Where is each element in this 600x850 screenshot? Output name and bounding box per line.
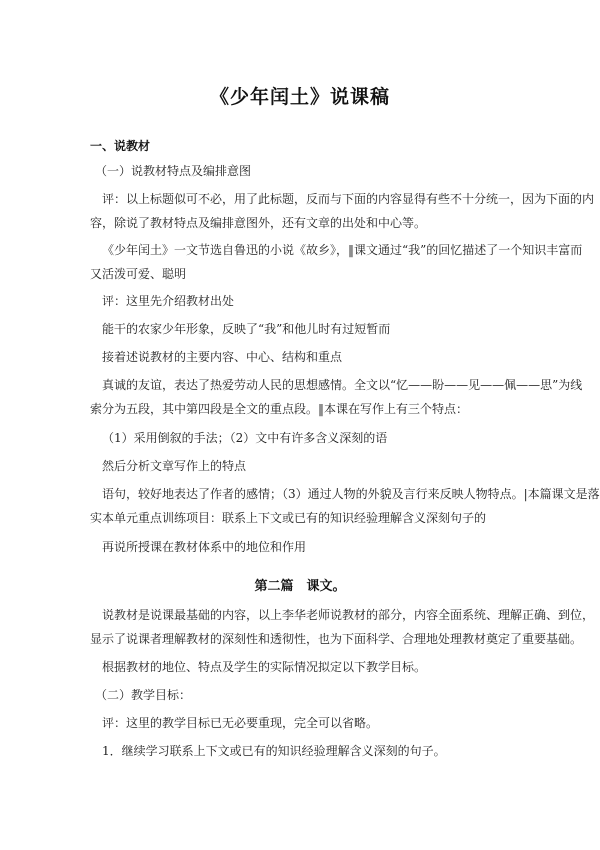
paragraph-line: 能干的农家少年形象，反映了“我”和他儿时有过短暂而 <box>102 322 391 336</box>
paragraph-line: 语句，较好地表达了作者的感情；（3）通过人物的外貌及言行来反映人物特点。|本篇课文是落 <box>102 487 600 501</box>
paragraph-line: 说教材是说课最基础的内容，以上李华老师说教材的部分，内容全面系统、理解正确、到位， <box>102 608 595 622</box>
comment-line: 评：这里的教学目标已无必要重现，完全可以省略。 <box>102 716 379 730</box>
paragraph-line: 又活泼可爱、聪明 <box>90 267 187 281</box>
paragraph-line: （1）采用倒叙的手法；（2）文中有许多含义深刻的语 <box>102 431 388 445</box>
paragraph-line: 根据教材的地位、特点及学生的实际情况拟定以下教学目标。 <box>102 660 427 674</box>
paragraph-line: 显示了说课者理解教材的深刻性和透彻性，也为下面科学、合理地处理教材奠定了重要基础。 <box>90 632 583 646</box>
section-title: 第二篇 课文。 <box>254 579 346 594</box>
document-title: 《少年闰土》说课稿 <box>209 86 390 108</box>
goal-item: 1．继续学习联系上下文或已有的知识经验理解含义深刻的句子。 <box>102 744 446 758</box>
paragraph-line: 《少年闰土》一文节选自鲁迅的小说《故乡》，‖课文通过“我”的回忆描述了一个知识丰富而 <box>102 243 583 257</box>
comment-line: 评：以上标题似可不必，用了此标题，反而与下面的内容显得有些不十分统一，因为下面的内 <box>102 192 595 206</box>
paragraph-line: 索分为五段，其中第四段是全文的重点段。‖本课在写作上有三个特点： <box>90 402 469 416</box>
paragraph-line: 真诚的友谊，表达了热爱劳动人民的思想感情。全文以“忆——盼——见——佩——思”为线 <box>102 378 583 392</box>
comment-line: 评：这里先介绍教材出处 <box>102 294 235 308</box>
paragraph-line: 再说所授课在教材体系中的地位和作用 <box>102 540 307 554</box>
heading-teaching-material: 一、说教材 <box>90 139 151 153</box>
paragraph-line: 实本单元重点训练项目：联系上下文或已有的知识经验理解含义深刻句子的 <box>90 511 487 525</box>
subheading-teaching-goals: （二）教学目标： <box>95 688 192 702</box>
paragraph-line: 然后分析文章写作上的特点 <box>102 459 247 473</box>
comment-line: 容，除说了教材特点及编排意图外，还有文章的出处和中心等。 <box>90 216 427 230</box>
subheading-material-features: （一）说教材特点及编排意图 <box>95 164 252 178</box>
paragraph-line: 接着述说教材的主要内容、中心、结构和重点 <box>102 350 343 364</box>
